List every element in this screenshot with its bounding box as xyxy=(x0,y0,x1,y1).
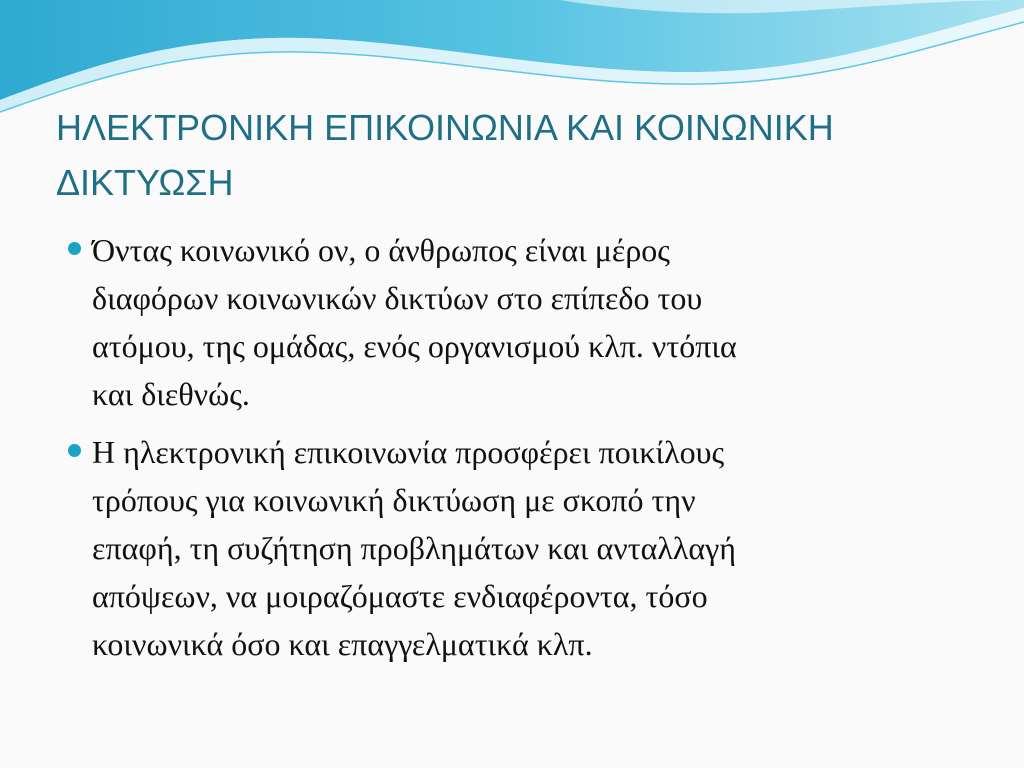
title-line: ΔΙΚΤΥΩΣΗ xyxy=(56,162,234,203)
bullet-line: και διεθνώς. xyxy=(92,376,250,412)
bullet-line: Η ηλεκτρονική επικοινωνία προσφέρει ποικίλους xyxy=(92,434,725,470)
bullet-dot-icon xyxy=(68,242,81,255)
bullet-list xyxy=(66,226,966,678)
title-line: ΗΛΕΚΤΡΟΝΙΚΗ ΕΠΙΚΟΙΝΩΝΙΑ ΚΑΙ ΚΟΙΝΩΝΙΚΗ xyxy=(56,107,834,148)
bullet-line: Όντας κοινωνικό ον, ο άνθρωπος είναι μέρος xyxy=(92,232,670,268)
bullet-line: διαφόρων κοινωνικών δικτύων στο επίπεδο του xyxy=(92,280,703,316)
bullet-item xyxy=(66,428,966,668)
bullet-line: τρόπους για κοινωνική δικτύωση με σκοπό την xyxy=(92,482,696,518)
bullet-dot-icon xyxy=(68,444,81,457)
bullet-line: ατόμου, της ομάδας, ενός οργανισμού κλπ. ντόπια xyxy=(92,328,737,364)
bullet-item xyxy=(66,226,966,418)
bullet-line: κοινωνικά όσο και επαγγελματικά κλπ. xyxy=(92,626,593,662)
bullet-line: απόψεων, να μοιραζόμαστε ενδιαφέροντα, τόσο xyxy=(92,578,708,614)
slide-title xyxy=(56,100,956,210)
bullet-line: επαφή, τη συζήτηση προβλημάτων και ανταλλαγή xyxy=(92,530,736,566)
